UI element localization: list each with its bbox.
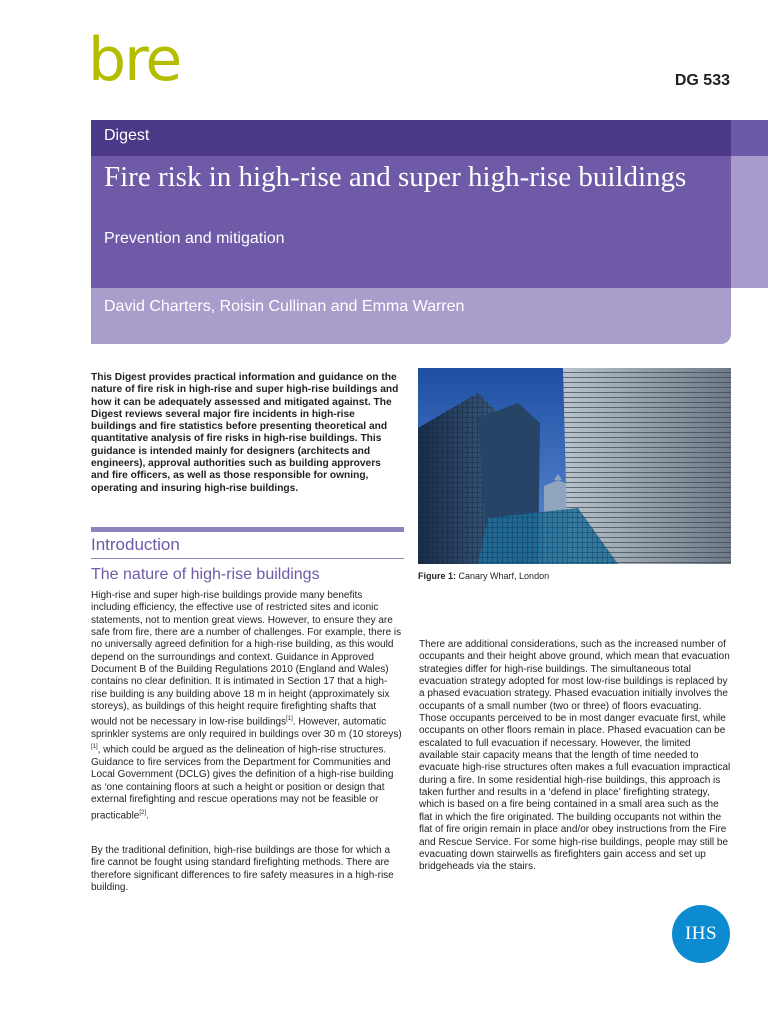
abstract: This Digest provides practical information and guidance on the nature of fire risk in high-rise and super high-rise buildings and how it can be adequately assessed and mitigated against. The Digest reviews several major fire incidents in high-rise buildings and fire statistics before presenting theoretical and quantitative analysis of fire risks in high-rise buildings. This guidance is intended mainly for designers (architects and engineers), approval authorities such as building approvers and fire officers, as well as those responsible for owning, operating and insuring high-rise buildings. xyxy=(91,372,399,494)
reference-1: [1] xyxy=(286,716,293,723)
authors: David Charters, Roisin Cullinan and Emma Warren xyxy=(104,298,465,315)
section-rule xyxy=(91,527,404,532)
para1d-text: . xyxy=(146,809,149,821)
category-label: Digest xyxy=(104,127,150,144)
figure-caption xyxy=(418,571,549,581)
banner-top-band-extension xyxy=(731,120,768,156)
document-subtitle: Prevention and mitigation xyxy=(104,230,285,247)
bre-logo: bre xyxy=(88,25,181,95)
para1-text: High-rise and super high-rise buildings provide many benefits including efficiency, the effective use of restricted sites and iconic statements, not to mention great views. However, to ensure they are safe from fire, there are a number of challenges. For example, there is no universally agreed definition for a high-rise building, as this would depend on the surroundings and context. Guidance in Approved Document B of the Building Regulations 2010 (England and Wales) contains no clear definition. It is intimated in Section 17 that a high-rise building is any building above 18 m in height (approximately six storeys), as buildings of this height require firefighting shafts that would not be necessary in low-rise buildings xyxy=(91,590,402,728)
digest-number: DG 533 xyxy=(674,72,730,89)
body-paragraph-3: There are additional considerations, such as the increased number of occupants and their height above ground, which mean that evacuation strategies differ for high-rise buildings. The simultaneous total evacuation strategy adopted for most low-rise buildings is replaced by a phased evacuation strategy. Phased evacuation initially involves the occupants of a small number (two or three) of floors evacuating. Those occupants perceived to be in most danger evacuate first, while occupants on other floors remain in place. Phased evacuation can be escalated to full evacuation if necessary. However, the limited available stair capacity means that the length of time needed to evacuate high-rise structures often makes a full evacuation impractical during a fire. In some residential high-rise buildings, this approach is taken further and results in a ‘defend in place’ firefighting strategy, which is based on a fire being contained in a small area such as the flat in which the fire originated. The building occupants not within the flat of fire origin remain in place and/or obey instructions from the Fire and Rescue Service. For some high-rise buildings, people may still be evacuating down stairwells as firefighters gain access and set up bridgeheads via the stairs. xyxy=(419,639,731,873)
body-paragraph-2: By the traditional definition, high-rise buildings are those for which a fire cannot be fought using standard firefighting methods. There are therefore significant differences to fire safety measures in a high-rise building. xyxy=(91,845,394,894)
introduction-heading: Introduction xyxy=(91,535,404,559)
banner-author-band xyxy=(91,288,731,344)
para1c-text: , which could be argued as the delineation of high-rise structures. Guidance to fire services from the Department for Communities and Local Government (DCLG) gives the definition of a high-rise building as ‘one containing floors at such a height or position or design that external firefighting and rescue operations may not be feasible or practicable xyxy=(91,744,394,821)
banner-top-band xyxy=(91,120,731,156)
canary-wharf-illustration xyxy=(418,368,731,564)
reference-2: [2] xyxy=(139,809,147,816)
banner-title-band-extension xyxy=(731,156,768,288)
canary-wharf-photo xyxy=(418,368,731,564)
ihs-logo: IHS xyxy=(672,905,730,963)
body-paragraph-1 xyxy=(91,590,403,822)
nature-heading: The nature of high-rise buildings xyxy=(91,566,320,583)
figure-label: Figure 1: xyxy=(418,571,457,581)
reference-1b: [1] xyxy=(91,744,98,751)
para1b-text: . However, automatic sprinkler systems are only required in buildings over 30 m (10 storeys) xyxy=(91,716,402,741)
figure-caption-text: Canary Wharf, London xyxy=(458,571,550,581)
document-title: Fire risk in high-rise and super high-rise buildings xyxy=(104,161,687,193)
